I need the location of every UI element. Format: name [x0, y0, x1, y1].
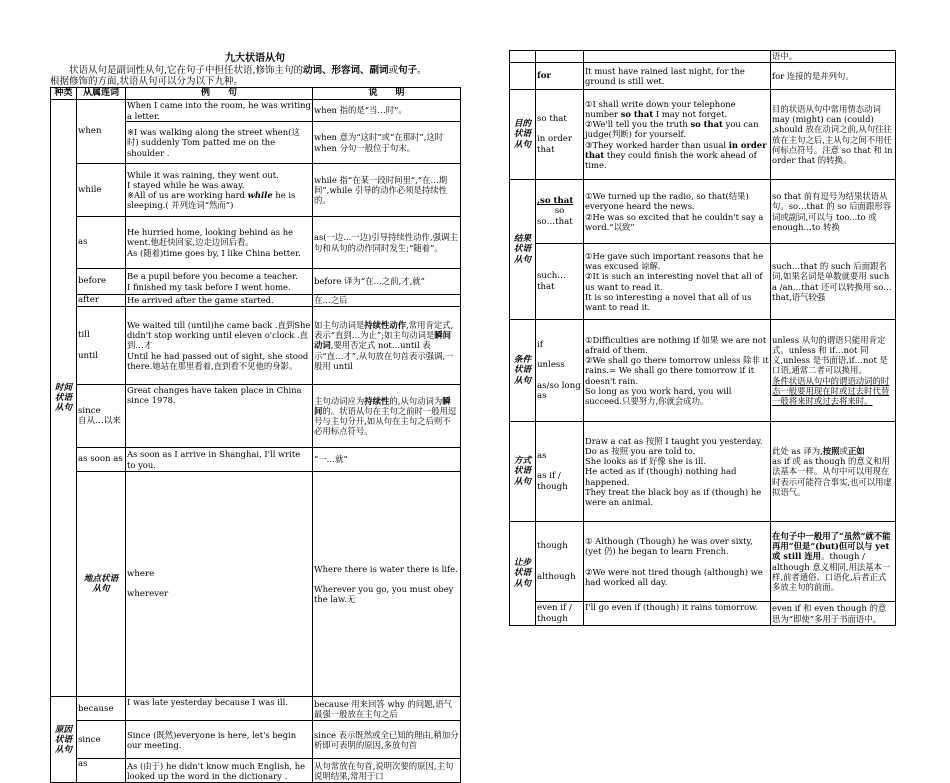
example-line: He acted as if (though) nothing had happened.	[585, 466, 737, 487]
example-line: He hurried home, looking behind as he went.他赶快回家,边走边回后看。	[127, 227, 294, 248]
conj-even-if: even if / though	[536, 602, 584, 626]
right-page	[509, 50, 895, 626]
conj-line: though	[537, 541, 568, 552]
example-line: Draw a cat as 按照 I taught you yesterday.	[585, 435, 763, 446]
conj-though	[536, 522, 584, 602]
table-row	[510, 180, 896, 244]
explanation-cell: because 用来回答 why 的问题,语气最强一般放在主句之后	[313, 697, 461, 721]
example-text: he is sleeping.( 并列连词“然而”)	[127, 190, 296, 211]
explanation-cell: for 连接的是并列句。	[771, 63, 896, 90]
explanation-cell: when 意为“这时”或“在那时”,这时 when 分句一般位于句末。	[313, 122, 461, 164]
intro-text: 或	[388, 65, 399, 76]
example-cell	[313, 472, 461, 697]
example-line: As (随着)time goes by, I like China better.	[127, 247, 301, 258]
conj-after: after	[77, 295, 126, 307]
table-row	[510, 244, 896, 320]
table-row	[510, 320, 896, 422]
explanation-text: 此处 as 译为,	[772, 445, 823, 456]
explanation-line: unless 从句的谓语只能用肯定式。unless 和 if…not 同义,unless 是书面语,if…not 是口语,通常二者可以换用。	[772, 334, 888, 376]
category-concession: 让步状语从句	[510, 522, 536, 626]
example-emphasis: so that	[690, 119, 723, 130]
example-line: ②He was so excited that he couldn't say a word.“以致”	[585, 211, 764, 232]
conj-line: where	[127, 569, 155, 580]
category-time: 时间状语从句	[51, 100, 77, 697]
example-cell	[584, 90, 771, 180]
example-cell: ※I was walking along the street when(这时) suddenly Tom patted me on the shoulder .	[126, 122, 313, 164]
table-row	[51, 100, 461, 122]
explanation-cell: even if 和 even though 的意思为“即使”多用于书面语中。	[771, 602, 896, 626]
intro-line-1	[50, 65, 460, 76]
example-line: They treat the black boy as if (though) he were an animal.	[585, 486, 762, 507]
example-line: We waited till (until)he came back .直到She didn't stop working until eleven o'clock .直到…才	[127, 319, 311, 351]
explanation-emphasis: 在句子中一般用了“虽然”就不能再用“但是”(but)但可以与 yet 或 still 连用	[772, 530, 891, 562]
example-line: So long as you work hard, you will succeed.只要努力,你就会成功。	[585, 385, 732, 406]
conj-line: wherever	[127, 589, 169, 600]
page-title: 九大状语从句	[225, 53, 285, 64]
category-place: 地点状语从句	[77, 472, 126, 697]
explanation-emphasis: 瞬间	[314, 395, 451, 416]
table-row	[51, 217, 461, 269]
example-line: It is so interesting a novel that all of us want to read it.	[585, 291, 752, 312]
conj-while: while	[77, 164, 126, 217]
conj-when: when	[77, 100, 126, 164]
example-cell	[584, 244, 771, 320]
left-page	[50, 52, 460, 783]
category-manner: 方式状语从句	[510, 422, 536, 522]
table-row	[51, 759, 461, 783]
conj-since-reason: since	[77, 721, 126, 759]
explanation-cell: such…that 的 such 后面跟名词,如果名词是单数就要用 such a /an…that 还可以转换用 so…that,语气较强	[771, 244, 896, 320]
example-line: ②We were not tired though (although) we had worked all day.	[585, 566, 763, 587]
conj-line: in order that	[537, 134, 572, 155]
category-purpose: 目的状语从句	[510, 90, 536, 180]
example-line: I stayed while he was away.	[127, 179, 245, 190]
explanation-text: as if 或 as though 的意义和用法基本一样。从句中可以用现在时表示可能符合事实,也可以用虚拟语气。	[772, 456, 892, 497]
conj-as: as	[77, 217, 126, 269]
explanation-cell	[313, 307, 461, 385]
table-row	[51, 472, 461, 697]
table-row	[51, 448, 461, 472]
example-cell: I was late yesterday because I was ill.	[126, 697, 313, 721]
explanation-cell: as(一边...一边)引导持续性动作,强调主句和从句的动作同时发生;“随着”。	[313, 217, 461, 269]
explanation-cell: while 指“在某一段时间里”,“在…期间”,while 引导的动作必须是持续性的。	[313, 164, 461, 217]
example-cell	[126, 217, 313, 269]
example-text: ③They worked harder than usual	[585, 139, 729, 150]
table-row	[510, 90, 896, 180]
explanation-cell: 在…之后	[313, 295, 461, 307]
example-line: Be a pupil before you become a teacher.	[127, 271, 298, 282]
explanation-text: 的,从句动词为	[389, 395, 443, 406]
explanation-cell: when 指的是“当…时”。	[313, 100, 461, 122]
example-emphasis: so that	[620, 108, 654, 119]
explanation-cell: 语中。	[771, 51, 896, 63]
header-conjunction: 从属连词	[77, 88, 126, 100]
table-row	[51, 295, 461, 307]
conj-as-reason: as	[77, 759, 126, 783]
conj-line: so that	[537, 114, 567, 125]
example-cell	[126, 307, 313, 385]
table-row	[51, 721, 461, 759]
clause-table-right	[509, 50, 896, 626]
conj-for: for	[536, 63, 584, 90]
conj-line: as/so long as	[537, 380, 581, 401]
intro-line-2: 根据修饰的方面,状语从句可以分为以下九种。	[50, 76, 244, 87]
explanation-cell: 从句常放在句首,说明次要的原因,主句说明结果,常用于口	[313, 759, 461, 783]
empty-cell	[510, 51, 536, 63]
conj-line: so…that	[537, 216, 573, 227]
example-text: ②We'll tell you the truth	[585, 119, 691, 130]
example-cell: Since (既然)everyone is here, let's begin our meeting.	[126, 721, 313, 759]
conj-line: although	[537, 571, 576, 582]
category-condition: 条件状语从句	[510, 320, 536, 422]
header-explanation: 说 明	[313, 88, 461, 100]
example-text: ①I shall write down your telephone number	[585, 98, 736, 119]
conj-line: unless	[537, 360, 565, 371]
example-line	[127, 190, 311, 210]
table-row	[51, 164, 461, 217]
explanation-emphasis: 正如	[847, 445, 865, 456]
conj-where	[126, 472, 313, 697]
explanation-text: 。though / although 意义相同,用法基本一样,前者通俗、口语化,后者正式多放主句的前面。	[772, 551, 891, 592]
conj-line: since	[78, 405, 101, 416]
table-row	[51, 385, 461, 448]
example-line: ②It is such an interesting novel that all of us want to read it.	[585, 271, 763, 292]
example-cell	[584, 422, 771, 522]
example-cell	[584, 180, 771, 244]
example-cell	[126, 164, 313, 217]
explanation-emphasis: 持续性	[364, 395, 390, 406]
example-line: Until he had passed out of sight, she stood there.她站在那里看着,直到看不见他的身影。	[127, 350, 309, 371]
conj-such-that: such…that	[536, 244, 584, 320]
explanation-cell	[771, 422, 896, 522]
explanation-text: 的。状语从句在主句之前时一般用逗号与主句分开,如从句在主句之后则不必用标点符号。	[314, 405, 457, 437]
example-cell: When I came into the room, he was writing a letter.	[127, 100, 311, 121]
conj-because: because	[77, 697, 126, 721]
example-line: ①He gave such important reasons that he was excused 谅解.	[585, 250, 764, 272]
conj-as-manner	[536, 422, 584, 522]
conj-line: as	[537, 451, 547, 462]
intro-text: 。	[417, 65, 427, 76]
example-line: ①Difficulties are nothing if 如果 we are not afraid of them.	[585, 334, 767, 355]
table-row	[51, 307, 461, 385]
example-cell: I'll go even if (though) it rains tomorrow.	[584, 602, 771, 626]
conj-before: before	[77, 269, 126, 295]
example-line: Do as 按照 you are told to.	[585, 445, 696, 456]
explanation-cell: since 表示既然或全已知的理由,稍加分析即可表明的原因,多放句首	[313, 721, 461, 759]
category-result: 结果状语从句	[510, 180, 536, 320]
table-row	[510, 63, 896, 90]
explanation-cell: 目的状语从句中常用情态动词 may (might) can (could) ,should 放在动词之前,从句往往放在主句之后,主从句之间不用任何标点符号。注意 so that 和 in order that 的转换。	[771, 90, 896, 180]
conj-since	[77, 385, 126, 448]
example-text: you can judge(判断) for yourself.	[585, 119, 759, 140]
explanation-text: 主句动词应为	[314, 395, 365, 406]
example-line	[585, 99, 769, 119]
explanation-cell	[771, 522, 896, 602]
table-row	[510, 602, 896, 626]
example-cell: He arrived after the game started.	[126, 295, 313, 307]
example-cell: As (由于) he didn't know much English, he looked up the word in the dictionary .	[126, 759, 313, 783]
explanation-text: 或	[839, 445, 848, 456]
explanation-text: ,常用肯定式,表示“直到…为止”;如主句动词是	[314, 319, 454, 341]
conj-if-unless	[536, 320, 584, 422]
example-line: Wherever you go, you must obey the law.无	[314, 584, 454, 605]
example-cell: As soon as I arrive in Shanghai, I'll write to you.	[126, 448, 313, 472]
header-example: 例 句	[126, 88, 313, 100]
conj-line: till	[78, 330, 90, 341]
explanation-emphasis: 持续性动作	[364, 319, 407, 330]
example-text: I may not forget.	[653, 108, 728, 119]
example-line: She looks as if 好像 she is ill.	[585, 456, 706, 467]
table-row	[51, 697, 461, 721]
example-emphasis: while	[247, 190, 273, 200]
example-line: ②We shall go there tomorrow unless 除非 it rains.= We shall go there tomorrow if it doesn't rain.	[585, 355, 769, 386]
intro-text: 状语从句是副词性从句,它在句子中担任状语,修饰主句的	[69, 65, 304, 76]
conj-so-that	[536, 90, 584, 180]
explanation-cell: so that 前有逗号为结果状语从句。so…that 的 so 后面跟形容词或副词,可以与 too...to 或 enough…to 转换	[771, 180, 896, 244]
example-line: Where there is water there is life.	[314, 563, 458, 574]
example-cell: Great changes have taken place in China since 1978.	[126, 385, 313, 448]
example-line: While it was raining, they went out.	[127, 169, 279, 180]
table-row	[51, 269, 461, 295]
example-line	[585, 140, 769, 171]
category-reason: 原因状语从句	[51, 697, 77, 783]
table-row	[510, 51, 896, 63]
explanation-cell: before 译为“在…之前,才,就”	[313, 269, 461, 295]
explanation-line: 条件状语从句中的谓语动词的时态一般要用现在时或过去时代替一般将来时或过去将来时。	[772, 375, 890, 406]
explanation-cell	[313, 385, 461, 448]
table-header	[51, 88, 461, 100]
header-category: 种类	[51, 88, 77, 100]
conj-till-until	[77, 307, 126, 385]
conj-line: if	[537, 340, 543, 351]
conj-line: so	[554, 206, 565, 217]
empty-cell	[584, 51, 771, 63]
conj-as-soon-as: as soon as	[77, 448, 126, 472]
explanation-cell: “一…就”	[313, 448, 461, 472]
example-emphasis: in order that	[585, 139, 767, 160]
conj-line: until	[78, 350, 99, 361]
conj-so-that-result	[536, 180, 584, 244]
example-line	[585, 119, 769, 139]
empty-cell	[510, 63, 536, 90]
explanation-text: ,要用否定式 not…until 表示“直…才”,从句放在句首表示强调,一般用 until	[314, 340, 454, 371]
intro-bold-1: 动词、形容词、副词	[303, 65, 389, 76]
example-cell: It must have rained last night, for the ground is still wet.	[584, 63, 771, 90]
table-row	[510, 422, 896, 522]
explanation-cell	[771, 320, 896, 422]
conj-line: ,so that	[537, 196, 574, 207]
conj-line: 自从…以来	[78, 416, 121, 426]
explanation-text: 如主句动词是	[314, 319, 365, 330]
example-line: ①We turned up the radio, so that(结果) everyone heard the news.	[585, 191, 749, 212]
clause-table-left	[50, 87, 461, 783]
explanation-emphasis: 按照	[822, 445, 840, 456]
conj-line: as if / though	[537, 471, 568, 492]
example-text: ※All of us are working hard	[127, 190, 248, 200]
explanation-emphasis: 瞬间动词	[314, 330, 452, 351]
example-cell	[584, 320, 771, 422]
example-cell	[126, 269, 313, 295]
example-text: they could finish the work ahead of time.	[585, 149, 757, 170]
example-line: I finished my task before I went home.	[127, 281, 291, 292]
example-cell	[584, 522, 771, 602]
table-row	[510, 522, 896, 602]
intro-bold-2: 句子	[398, 65, 418, 76]
example-line: ① Although (Though) he was over sixty,(yet 仍) he began to learn French.	[585, 536, 753, 557]
empty-cell	[536, 51, 584, 63]
